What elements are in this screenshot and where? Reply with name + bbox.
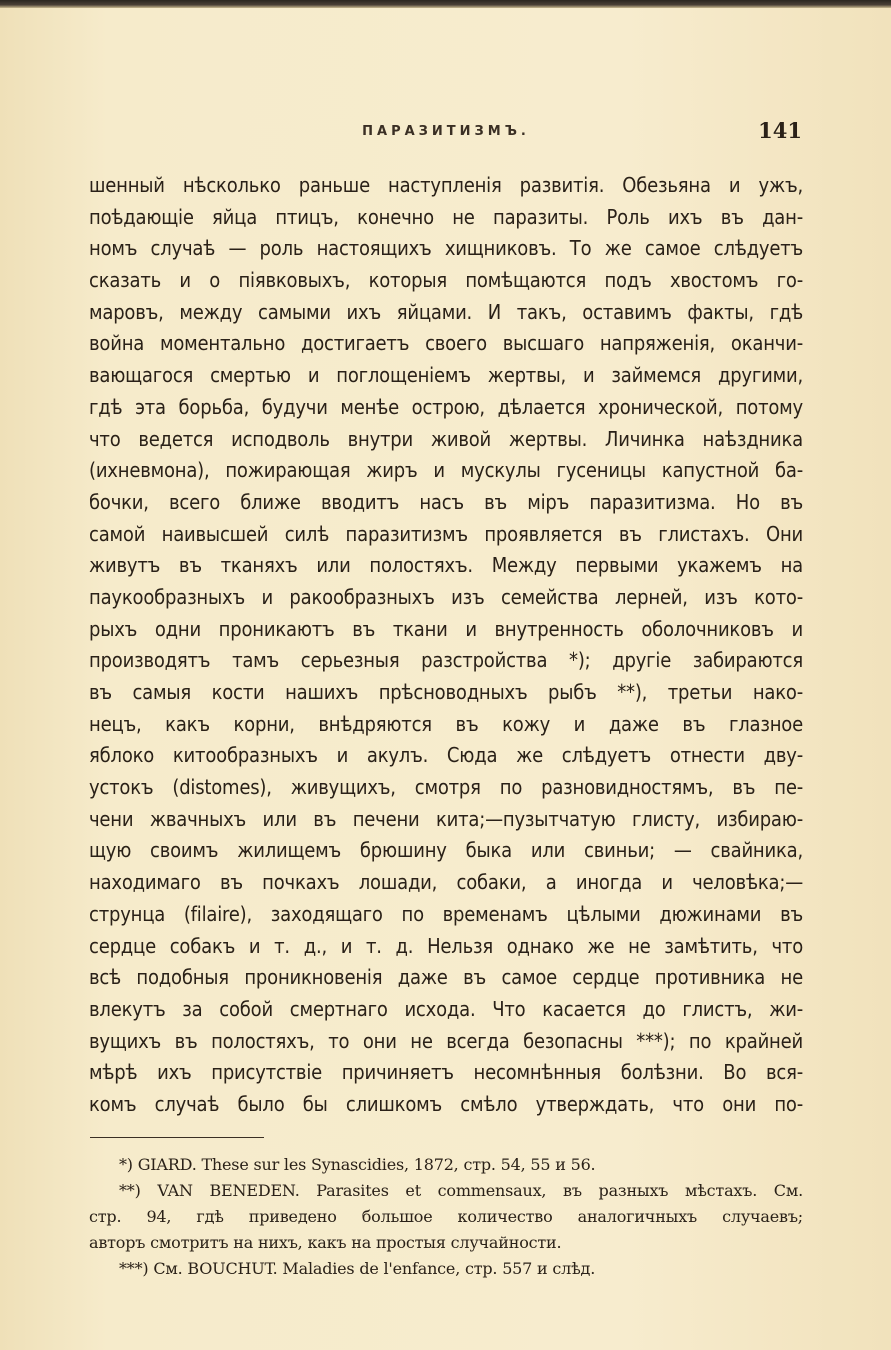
text-line: сказать и о піявковыхъ, которыя помѣщаются подъ хвостомъ го-: [89, 268, 803, 293]
text-line: самой наивысшей силѣ паразитизмъ проявляется въ глистахъ. Они: [89, 521, 803, 546]
text-line: номъ случаѣ — роль настоящихъ хищниковъ. То же самое слѣдуетъ: [89, 236, 803, 261]
footnote: *) GIARD. These sur les Synascidies, 1872, стр. 54, 55 и 56.: [119, 1155, 596, 1174]
page-number: 141: [758, 118, 802, 143]
text-line: маровъ, между самыми ихъ яйцами. И такъ, оставимъ факты, гдѣ: [89, 299, 803, 324]
running-title: ПАРАЗИТИЗМЪ.: [362, 124, 530, 139]
text-line: вущихъ въ полостяхъ, то они не всегда безопасны ***); по крайней: [89, 1028, 803, 1053]
text-line: война моментально достигаетъ своего высшаго напряженія, оканчи-: [89, 331, 803, 356]
footnote-continuation: авторъ смотритъ на нихъ, какъ на простыя случайности.: [89, 1233, 562, 1252]
text-line: щую своимъ жилищемъ брюшину быка или свиньи; — свайника,: [89, 838, 803, 863]
running-head: [90, 118, 802, 148]
text-line: устокъ (distomes), живущихъ, смотря по разновидностямъ, въ пе-: [89, 775, 803, 800]
text-line: бочки, всего ближе вводитъ насъ въ міръ паразитизма. Но въ: [89, 489, 803, 514]
text-line: что ведется исподволь внутри живой жертвы. Личинка наѣздника: [89, 426, 803, 451]
text-line: вающагося смертью и поглощеніемъ жертвы, и займемся другими,: [89, 363, 803, 388]
footnote: ***) См. BOUCHUT. Maladies de l'enfance, стр. 557 и слѣд.: [119, 1259, 596, 1278]
text-line: (ихневмона), пожирающая жиръ и мускулы гусеницы капустной ба-: [89, 458, 803, 483]
text-line: производятъ тамъ серьезныя разстройства *); другіе забираются: [89, 648, 803, 673]
text-line: поѣдающіе яйца птицъ, конечно не паразиты. Роль ихъ въ дан-: [89, 204, 803, 229]
body-text: [89, 170, 803, 1121]
text-line: паукообразныхъ и ракообразныхъ изъ семейства лерней, изъ кото-: [89, 584, 803, 609]
footnote: **) VAN BENEDEN. Parasites et commensaux, въ разныхъ мѣстахъ. См.: [119, 1181, 803, 1200]
text-line: живутъ въ тканяхъ или полостяхъ. Между первыми укажемъ на: [89, 553, 803, 578]
text-line: комъ случаѣ было бы слишкомъ смѣло утверждать, что они по-: [89, 1091, 803, 1116]
text-line: влекутъ за собой смертнаго исхода. Что касается до глистъ, жи-: [89, 996, 803, 1021]
text-line: рыхъ одни проникаютъ въ ткани и внутренность оболочниковъ и: [89, 616, 803, 641]
text-line: нецъ, какъ корни, внѣдряются въ кожу и даже въ глазное: [89, 711, 803, 736]
footnotes: [89, 1152, 803, 1282]
text-line: чени жвачныхъ или въ печени кита;—пузытчатую глисту, избираю-: [89, 806, 803, 831]
text-line: яблоко китообразныхъ и акулъ. Сюда же слѣдуетъ отнести дву-: [89, 743, 803, 768]
text-line: находимаго въ почкахъ лошади, собаки, а иногда и человѣка;—: [89, 870, 803, 895]
text-line: въ самыя кости нашихъ прѣсноводныхъ рыбъ **), третьи нако-: [89, 680, 803, 704]
text-line: сердце собакъ и т. д., и т. д. Нельзя однако же не замѣтить, что: [89, 933, 803, 958]
text-line: всѣ подобныя проникновенія даже въ самое сердце противника не: [89, 965, 803, 990]
page-top-edge: [0, 0, 891, 8]
text-line: гдѣ эта борьба, будучи менѣе острою, дѣлается хронической, потому: [89, 394, 803, 419]
footnote-rule: [90, 1137, 264, 1138]
text-line: струнца (filaire), заходящаго по временамъ цѣлыми дюжинами въ: [89, 901, 803, 926]
text-line: мѣрѣ ихъ присутствіе причиняетъ несомнѣнныя болѣзни. Во вся-: [89, 1060, 803, 1085]
footnote-continuation: стр. 94, гдѣ приведено большое количество аналогичныхъ случаевъ;: [89, 1207, 803, 1226]
text-line: шенный нѣсколько раньше наступленія развитія. Обезьяна и ужъ,: [89, 173, 803, 197]
